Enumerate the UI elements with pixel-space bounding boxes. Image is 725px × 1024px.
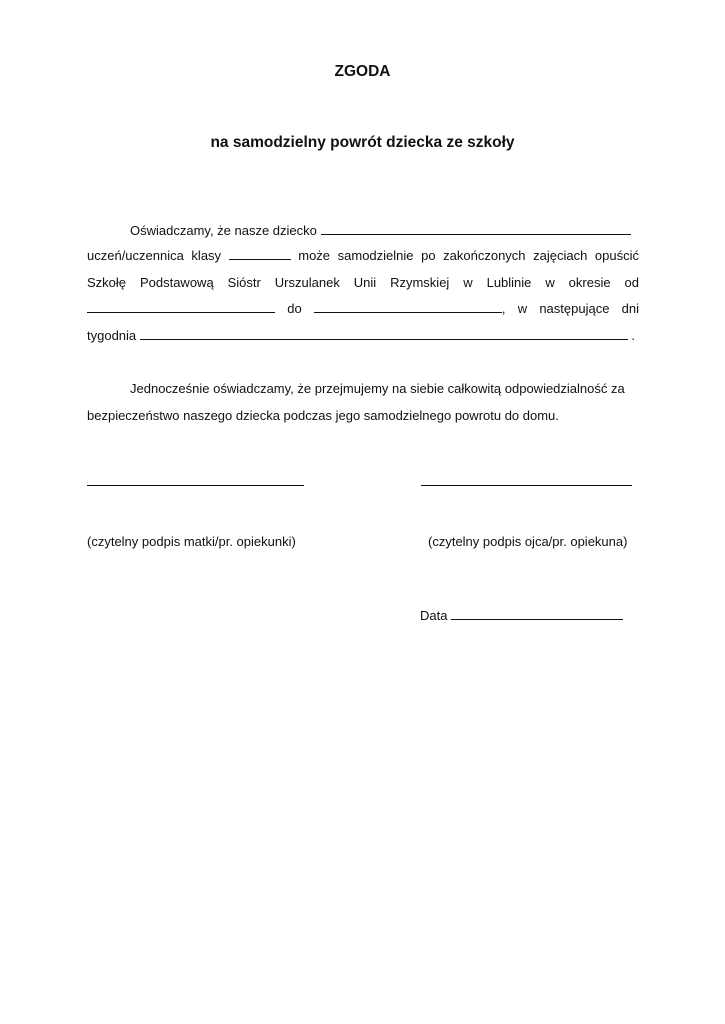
p1-line5-label: tygodnia <box>87 328 137 343</box>
p1-line5 <box>87 326 639 346</box>
date-label: Data <box>420 608 448 623</box>
class-field[interactable] <box>229 246 291 260</box>
p1-line3: Szkołę Podstawową Sióstr Urszulanek Unii Rzymskiej w Lublinie w okresie od <box>87 275 639 290</box>
document-subtitle: na samodzielny powrót dziecka ze szkoły <box>210 134 515 151</box>
mother-signature-line[interactable] <box>87 485 304 486</box>
p1-line2-part1: uczeń/uczennica klasy <box>87 248 222 263</box>
p1-line2-part2: może samodzielnie po zakończonych zajęciach opuścić <box>298 248 639 263</box>
p1-line5-end: . <box>631 328 636 343</box>
p1-line4-do: do <box>287 301 302 316</box>
child-name-field[interactable] <box>321 221 631 235</box>
p1-line2 <box>87 246 639 266</box>
mother-signature-caption: (czytelny podpis matki/pr. opiekunki) <box>87 534 296 549</box>
p1-line4-group <box>314 301 639 316</box>
date-from-field[interactable] <box>87 299 275 313</box>
p1-line4 <box>87 299 639 319</box>
date-row <box>420 606 623 623</box>
p2-line2: bezpieczeństwo naszego dziecka podczas jego samodzielnego powrotu do domu. <box>87 408 559 423</box>
p1-line1 <box>87 221 639 241</box>
p2-line1: Jednocześnie oświadczamy, że przejmujemy na siebie całkowitą odpowiedzialność za <box>130 381 625 396</box>
weekdays-field[interactable] <box>140 326 628 340</box>
p1-line1-text: Oświadczamy, że nasze dziecko <box>130 223 317 238</box>
father-signature-line[interactable] <box>421 485 632 486</box>
father-signature-caption: (czytelny podpis ojca/pr. opiekuna) <box>428 534 628 549</box>
date-field[interactable] <box>451 606 623 620</box>
p1-line4-rest: , w następujące dni <box>501 301 639 316</box>
document-title: ZGODA <box>334 63 391 80</box>
date-to-field[interactable] <box>314 299 502 313</box>
